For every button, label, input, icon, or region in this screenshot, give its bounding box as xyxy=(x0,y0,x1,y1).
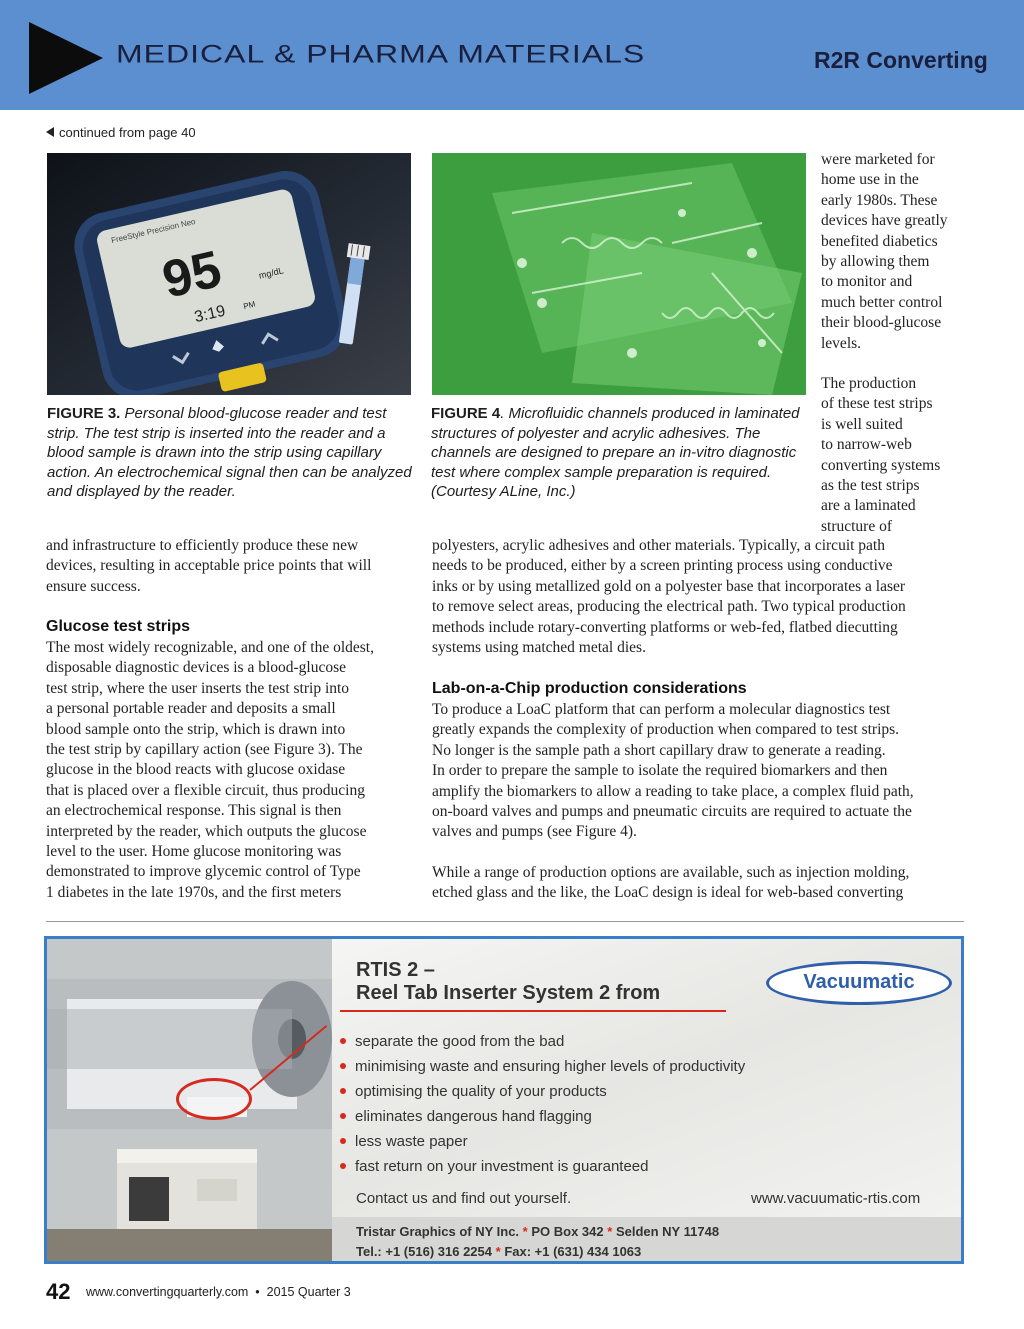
left-column-intro xyxy=(46,536,416,597)
text-line: devices, resulting in acceptable price points that will xyxy=(46,557,372,575)
text-line: benefited diabetics xyxy=(821,232,938,250)
ad-telephone: Tel.: +1 (516) 316 2254 xyxy=(356,1244,492,1259)
text-line: the test strip by capillary action (see Figure 3). The xyxy=(46,741,363,759)
text-line: inks or by using metallized gold on a polyester base that incorporates a laser xyxy=(432,577,906,595)
device-unit: mg/dL xyxy=(257,265,285,281)
figure-3-image xyxy=(47,153,411,395)
text-line: on-board valves and pumps and pneumatic circuits are required to actuate the xyxy=(432,803,912,821)
ad-title-line: RTIS 2 – xyxy=(356,959,435,981)
microfluidic-chip-illustration xyxy=(432,153,806,395)
device-time: 3:19 xyxy=(192,302,228,327)
star-icon: * xyxy=(495,1244,501,1259)
text-line: that is placed over a flexible circuit, thus producing xyxy=(46,781,365,799)
list-item xyxy=(340,1104,745,1129)
text-line: blood sample onto the strip, which is drawn into xyxy=(46,720,346,738)
footer-website-link[interactable]: www.convertingquarterly.com xyxy=(86,1285,249,1299)
text-line: levels. xyxy=(821,334,862,352)
divider xyxy=(46,921,964,922)
list-item xyxy=(340,1029,745,1054)
loac-heading: Lab-on-a-Chip production considerations xyxy=(432,680,747,697)
device-reading: 95 xyxy=(157,240,227,310)
bullet-dot-icon xyxy=(340,1038,346,1044)
bullet-dot-icon xyxy=(340,1113,346,1119)
text-line: etched glass and the like, the LoaC design is ideal for web-based converting xyxy=(432,884,904,902)
figure-4-caption: FIGURE 4. Microfluidic channels produced in laminated structures of polyester and acrylic adhesives. The channels are designed to prepare an in-vitro diagnostic test where complex sample preparation is required. (Courtesy ALine, Inc.) xyxy=(431,405,800,500)
text-line: structure of xyxy=(821,517,893,535)
address-po: PO Box 342 xyxy=(531,1224,604,1239)
section-subtitle: R2R Converting xyxy=(814,47,988,73)
list-item xyxy=(340,1154,745,1179)
vacuumatic-advertisement[interactable] xyxy=(44,936,964,1264)
device-ampm: PM xyxy=(242,299,257,312)
text-line: as the test strips xyxy=(821,477,920,495)
text-line: methods include rotary-converting platforms or web-fed, flatbed diecutting xyxy=(432,618,898,636)
list-item-text: fast return on your investment is guaranteed xyxy=(355,1158,649,1175)
text-line: greatly expands the complexity of production when compared to test strips. xyxy=(432,721,900,739)
figure-4-text: Microfluidic channels produced in laminated structures of polyester and acrylic adhesives. The channels are designed to prepare an in-vitro diagnostic test where complex sample preparation is required. (Courtesy ALine, Inc.) xyxy=(431,405,800,500)
text-line: converting systems xyxy=(821,456,941,474)
figure-4-label: FIGURE 4 xyxy=(431,405,501,422)
list-item xyxy=(340,1129,745,1154)
ad-bullet-list xyxy=(340,1029,745,1179)
mid-column-para3 xyxy=(432,863,977,904)
text-line: polyesters, acrylic adhesives and other materials. Typically, a circuit path xyxy=(432,537,885,554)
text-line: amplify the biomarkers to allow a reading to take place, a complex fluid path, xyxy=(432,782,914,800)
text-line: an electrochemical response. This signal is then xyxy=(46,802,342,820)
highlight-ellipse xyxy=(176,1078,252,1120)
page-number: 42 xyxy=(46,1279,71,1304)
text-line: No longer is the sample path a short capillary draw to generate a reading. xyxy=(432,741,886,759)
text-line: While a range of production options are available, such as injection molding, xyxy=(432,864,910,881)
mid-column-para2 xyxy=(432,700,977,843)
ad-title xyxy=(356,959,660,1005)
list-item-text: eliminates dangerous hand flagging xyxy=(355,1108,592,1125)
text-line: are a laminated xyxy=(821,497,916,515)
text-line: glucose in the blood reacts with glucose oxidase xyxy=(46,761,346,779)
text-line: and infrastructure to efficiently produce these new xyxy=(46,537,359,554)
list-item-text: separate the good from the bad xyxy=(355,1033,565,1050)
right-column-top xyxy=(821,150,981,354)
bullet-dot-icon xyxy=(340,1088,346,1094)
left-triangle-icon xyxy=(46,127,54,137)
footer-issue: 2015 Quarter 3 xyxy=(266,1285,351,1299)
text-line: much better control xyxy=(821,293,943,311)
text-line: systems using matched metal dies. xyxy=(432,639,646,657)
ad-address xyxy=(356,1222,719,1262)
text-line: The production xyxy=(821,375,917,392)
ad-contact-text: Contact us and find out yourself. xyxy=(356,1190,572,1207)
page-header xyxy=(0,0,1024,110)
figure-4-image xyxy=(432,153,806,395)
text-line: interpreted by the reader, which outputs the glucose xyxy=(46,822,367,840)
mid-column-para1 xyxy=(432,536,977,658)
figure-3-label: FIGURE 3. xyxy=(47,405,121,422)
text-line: were marketed for xyxy=(821,151,935,168)
text-line: test strip, where the user inserts the test strip into xyxy=(46,679,350,697)
glucose-heading: Glucose test strips xyxy=(46,618,191,635)
list-item xyxy=(340,1079,745,1104)
list-item-text: optimising the quality of your products xyxy=(355,1083,607,1100)
vacuumatic-logo[interactable] xyxy=(766,961,952,1005)
ad-title-line: Reel Tab Inserter System 2 from xyxy=(356,982,661,1004)
ad-title-underline xyxy=(340,1010,726,1012)
bullet-dot-icon xyxy=(340,1063,346,1069)
text-line: their blood-glucose xyxy=(821,314,942,332)
header-arrow-icon xyxy=(29,22,103,94)
right-column-mid xyxy=(821,374,981,537)
figure-3-text: Personal blood-glucose reader and test strip. The test strip is inserted into the reader and a blood sample is drawn into the strip using capillary action. An electrochemical signal then can be analyzed and displayed by the reader. xyxy=(47,405,412,500)
text-line: disposable diagnostic devices is a blood-glucose xyxy=(46,659,347,677)
text-line: by allowing them xyxy=(821,253,930,271)
text-line: In order to prepare the sample to isolate the required biomarkers and then xyxy=(432,762,888,780)
bullet-dot-icon xyxy=(340,1163,346,1169)
list-item-text: less waste paper xyxy=(355,1133,468,1150)
text-line: The most widely recognizable, and one of the oldest, xyxy=(46,639,374,656)
device-brand: FreeStyle Precision Neo xyxy=(110,216,197,246)
text-line: is well suited xyxy=(821,415,903,433)
address-city: Selden NY 11748 xyxy=(615,1224,720,1239)
text-line: to remove select areas, producing the electrical path. Two typical production xyxy=(432,598,906,616)
text-line: valves and pumps (see Figure 4). xyxy=(432,823,637,841)
text-line: early 1980s. These xyxy=(821,191,938,209)
text-line: to monitor and xyxy=(821,273,913,291)
logo-text: Vacuumatic xyxy=(803,971,915,993)
text-line: home use in the xyxy=(821,171,919,189)
text-line: 1 diabetes in the late 1970s, and the first meters xyxy=(46,883,342,901)
ad-fax: Fax: +1 (631) 434 1063 xyxy=(504,1244,642,1259)
footer-separator: • xyxy=(255,1285,260,1299)
text-line: devices have greatly xyxy=(821,212,948,230)
text-line: demonstrated to improve glycemic control of Type xyxy=(46,863,361,881)
list-item-text: minimising waste and ensuring higher levels of productivity xyxy=(355,1058,746,1075)
text-line: level to the user. Home glucose monitoring was xyxy=(46,843,342,861)
address-company: Tristar Graphics of NY Inc. xyxy=(356,1224,520,1239)
left-column-body xyxy=(46,638,416,903)
ad-website-link[interactable]: www.vacuumatic-rtis.com xyxy=(751,1190,921,1207)
figure-3-caption xyxy=(47,404,417,502)
text-line: ensure success. xyxy=(46,577,141,595)
glucose-meter-illustration xyxy=(47,153,411,395)
star-icon: * xyxy=(607,1224,613,1239)
text-line: to narrow-web xyxy=(821,436,912,454)
section-title: MEDICAL & PHARMA MATERIALS xyxy=(116,40,646,69)
footer-info xyxy=(86,1285,351,1299)
text-line: a personal portable reader and deposits a small xyxy=(46,700,336,718)
list-item xyxy=(340,1054,745,1079)
text-line: needs to be produced, either by a screen printing process using conductive xyxy=(432,557,893,575)
continued-note[interactable] xyxy=(46,125,196,140)
bullet-dot-icon xyxy=(340,1138,346,1144)
text-line: To produce a LoaC platform that can perform a molecular diagnostics test xyxy=(432,701,891,718)
continued-text: continued from page 40 xyxy=(59,125,196,140)
star-icon: * xyxy=(522,1224,528,1239)
text-line: of these test strips xyxy=(821,395,933,413)
